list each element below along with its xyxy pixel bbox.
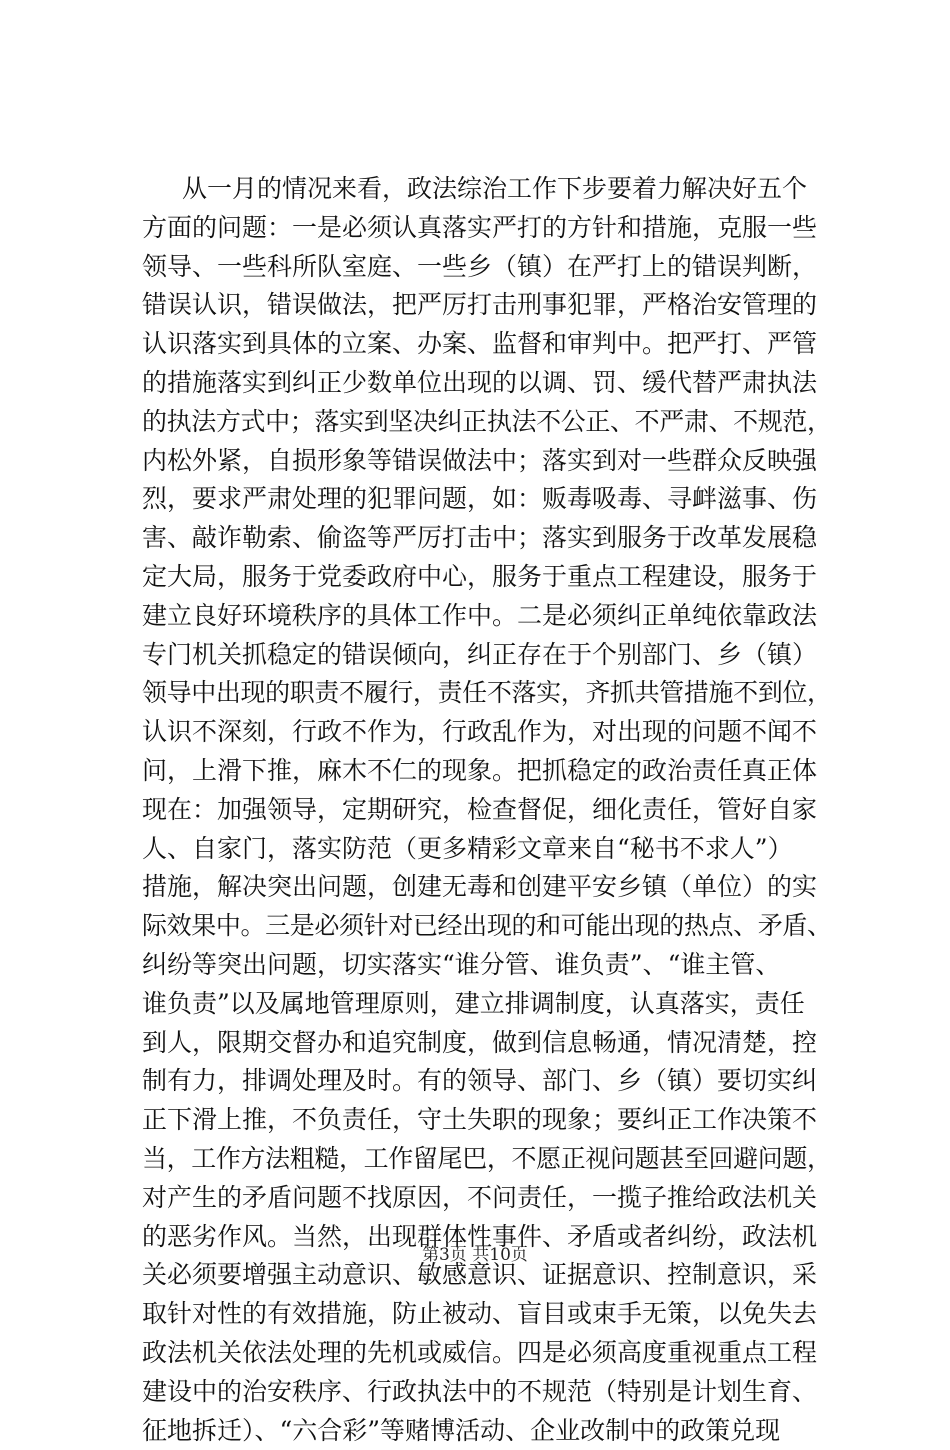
text-line: 建设中的治安秩序、行政执法中的不规范（特别是计划生育、 xyxy=(142,1373,832,1412)
text-line: 关必须要增强主动意识、敏感意识、证据意识、控制意识，采 xyxy=(142,1256,832,1295)
text-line: 定大局，服务于党委政府中心，服务于重点工程建设，服务于 xyxy=(142,558,832,597)
text-line: 当，工作方法粗糙，工作留尾巴，不愿正视问题甚至回避问题， xyxy=(142,1140,832,1179)
text-line: 的恶劣作风。当然，出现群体性事件、矛盾或者纠纷，政法机 xyxy=(142,1218,832,1257)
text-line: 错误认识，错误做法，把严厉打击刑事犯罪，严格治安管理的 xyxy=(142,286,832,325)
text-line: 现在：加强领导，定期研究，检查督促，细化责任，管好自家 xyxy=(142,791,832,830)
text-line: 烈，要求严肃处理的犯罪问题，如：贩毒吸毒、寻衅滋事、伤 xyxy=(142,480,832,519)
text-line: 纠纷等突出问题，切实落实“谁分管、谁负责”、“谁主管、 xyxy=(142,946,832,985)
text-line: 征地拆迁）、“六合彩”等赌博活动、企业改制中的政策兑现 xyxy=(142,1412,832,1450)
page-footer: 第3页 共10页 xyxy=(0,1243,950,1267)
text-line: 谁负责”以及属地管理原则，建立排调制度，认真落实，责任 xyxy=(142,985,832,1024)
text-line: 问，上滑下推，麻木不仁的现象。把抓稳定的政治责任真正体 xyxy=(142,752,832,791)
text-line: 际效果中。三是必须针对已经出现的和可能出现的热点、矛盾、 xyxy=(142,907,832,946)
text-line: 领导、一些科所队室庭、一些乡（镇）在严打上的错误判断， xyxy=(142,248,832,287)
text-line: 的措施落实到纠正少数单位出现的以调、罚、缓代替严肃执法 xyxy=(142,364,832,403)
text-line: 害、敲诈勒索、偷盗等严厉打击中；落实到服务于改革发展稳 xyxy=(142,519,832,558)
text-line: 取针对性的有效措施，防止被动、盲目或束手无策，以免失去 xyxy=(142,1295,832,1334)
text-line: 认识不深刻，行政不作为，行政乱作为，对出现的问题不闻不 xyxy=(142,713,832,752)
text-line: 认识落实到具体的立案、办案、监督和审判中。把严打、严管 xyxy=(142,325,832,364)
text-line: 对产生的矛盾问题不找原因，不问责任，一揽子推给政法机关 xyxy=(142,1179,832,1218)
text-line: 内松外紧，自损形象等错误做法中；落实到对一些群众反映强 xyxy=(142,442,832,481)
text-line: 政法机关依法处理的先机或威信。四是必须高度重视重点工程 xyxy=(142,1334,832,1373)
text-line: 专门机关抓稳定的错误倾向，纠正存在于个别部门、乡（镇） xyxy=(142,636,832,675)
text-line: 建立良好环境秩序的具体工作中。二是必须纠正单纯依靠政法 xyxy=(142,597,832,636)
text-line: 制有力，排调处理及时。有的领导、部门、乡（镇）要切实纠 xyxy=(142,1062,832,1101)
text-line: 人、自家门，落实防范（更多精彩文章来自“秘书不求人”） xyxy=(142,830,832,869)
text-line: 正下滑上推，不负责任，守土失职的现象；要纠正工作决策不 xyxy=(142,1101,832,1140)
text-line: 措施，解决突出问题，创建无毒和创建平安乡镇（单位）的实 xyxy=(142,868,832,907)
text-line: 领导中出现的职责不履行，责任不落实，齐抓共管措施不到位， xyxy=(142,674,832,713)
text-line: 到人，限期交督办和追究制度，做到信息畅通，情况清楚，控 xyxy=(142,1024,832,1063)
text-line: 的执法方式中；落实到坚决纠正执法不公正、不严肃、不规范， xyxy=(142,403,832,442)
text-line: 方面的问题：一是必须认真落实严打的方针和措施，克服一些 xyxy=(142,209,832,248)
text-line: 从一月的情况来看，政法综治工作下步要着力解决好五个 xyxy=(142,170,832,209)
